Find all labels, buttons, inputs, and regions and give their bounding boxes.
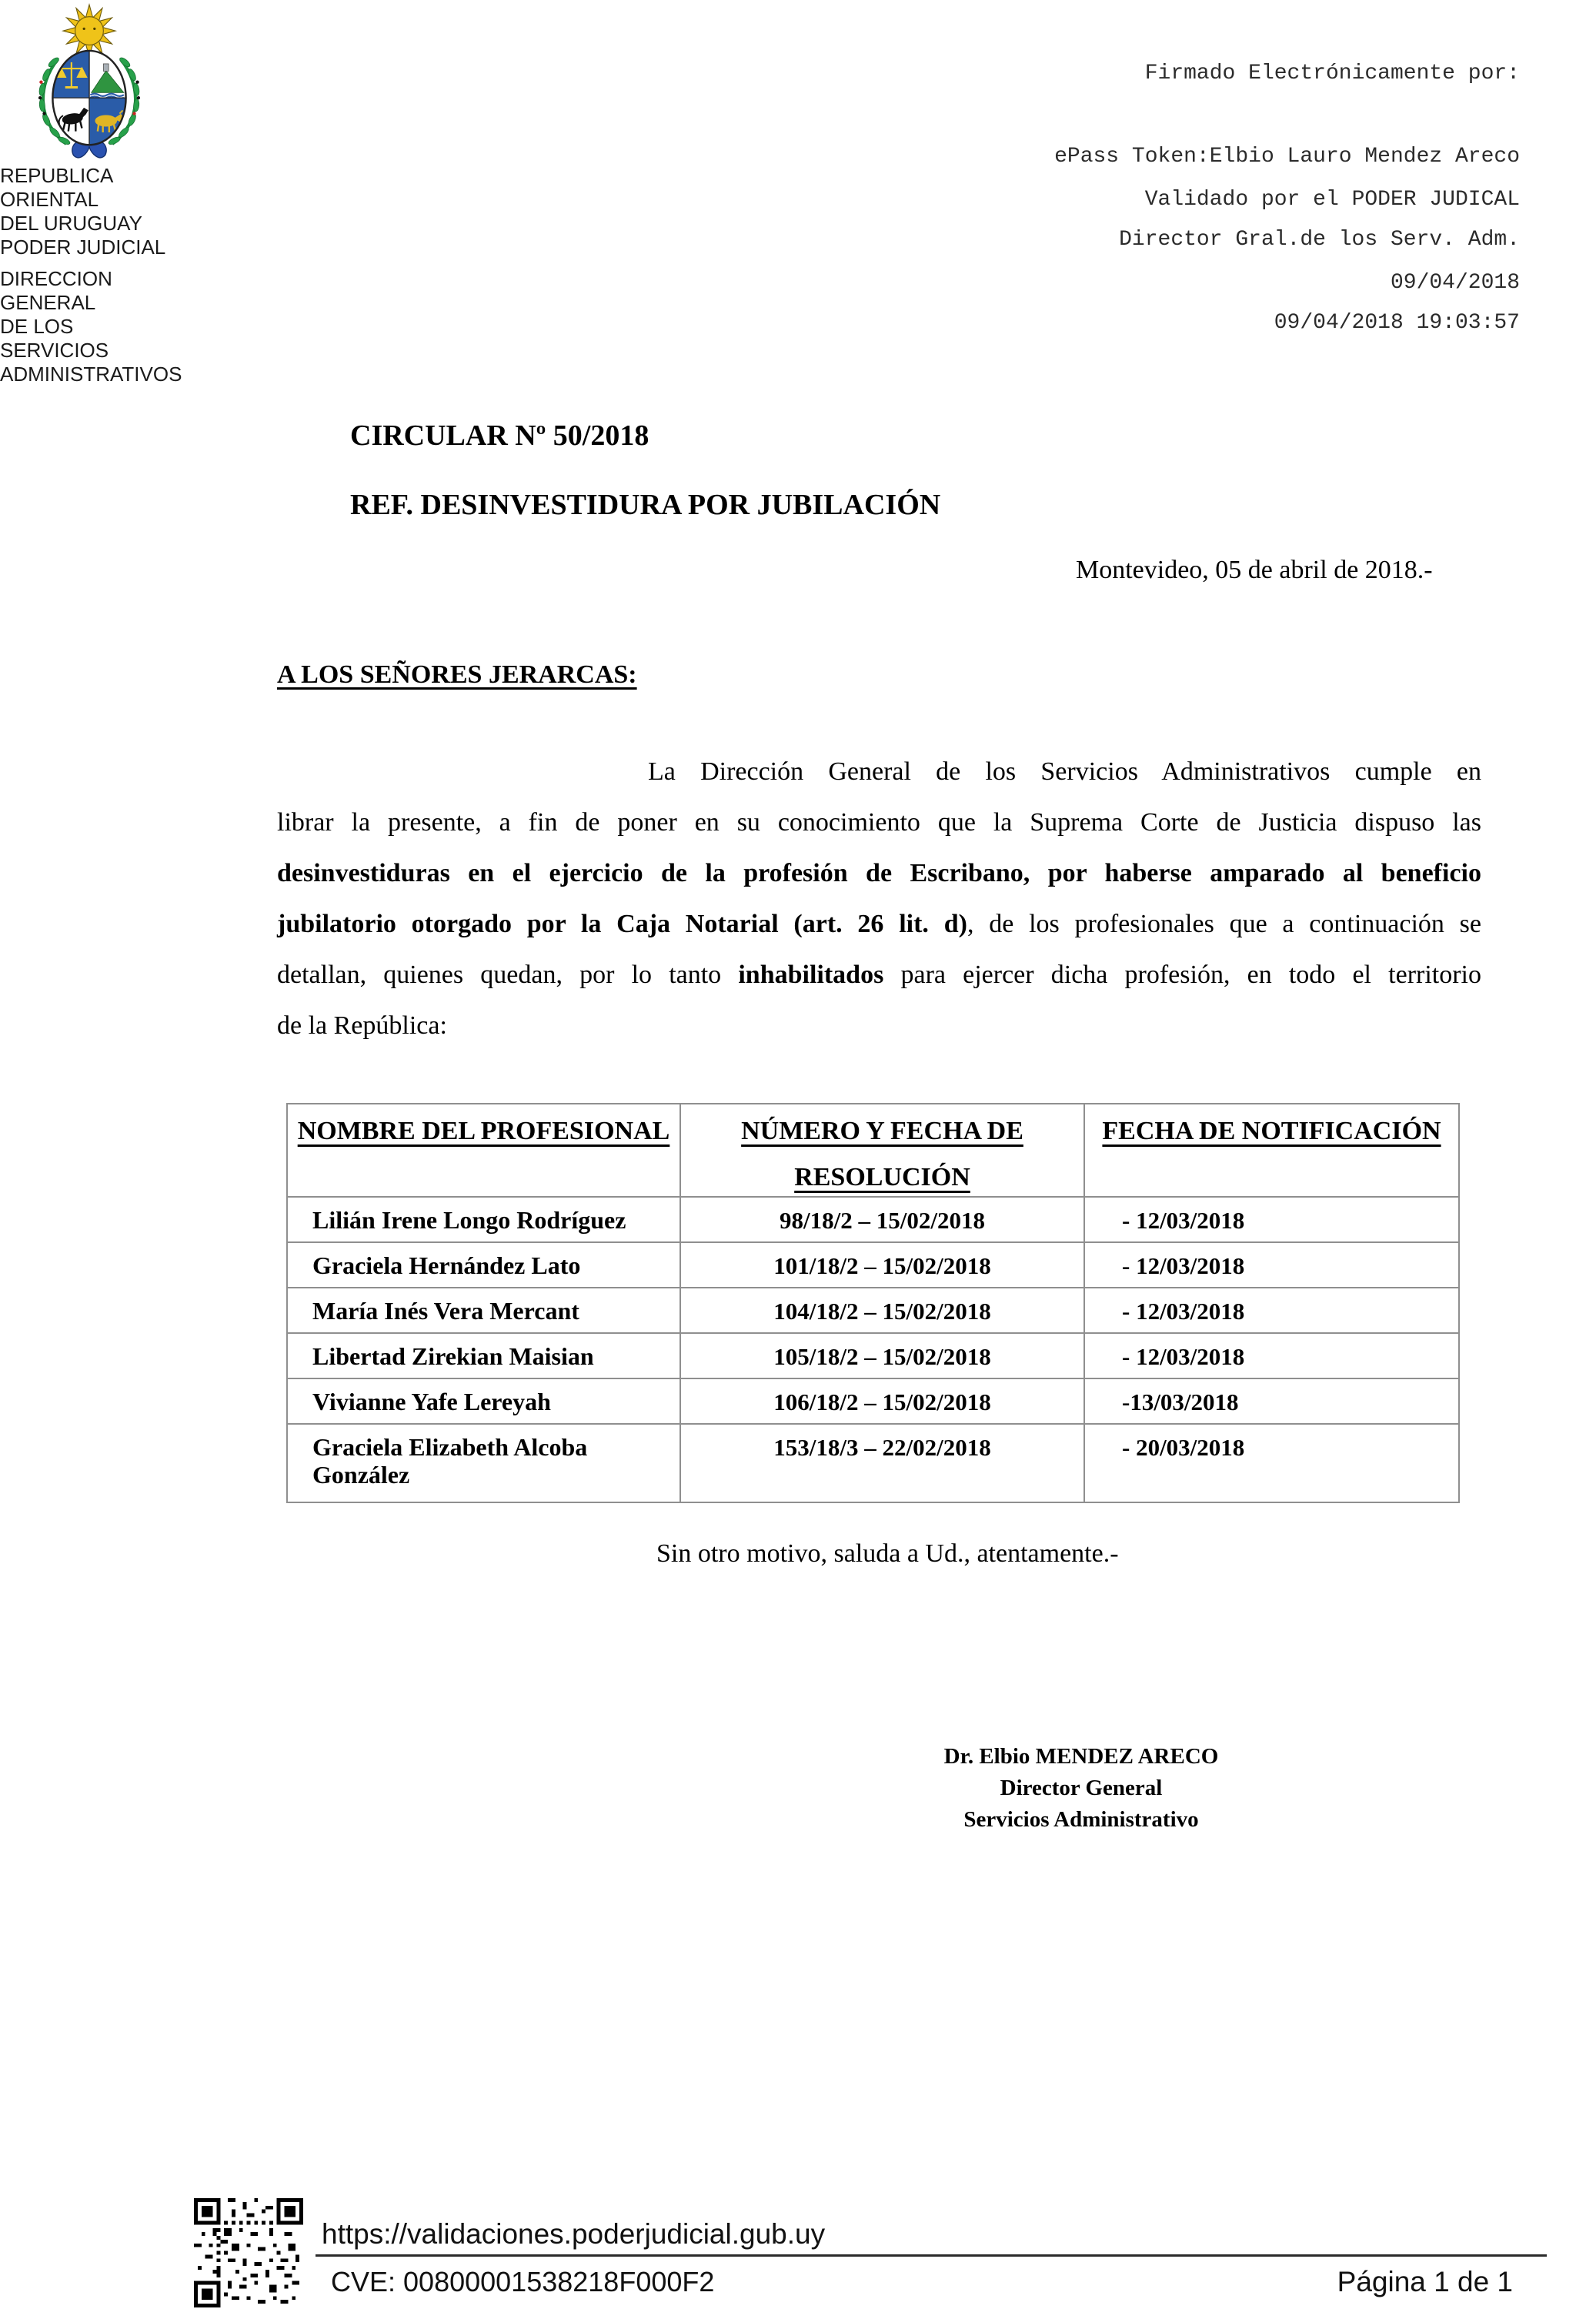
stamp-line: ePass Token:Elbio Lauro Mendez Areco (1054, 145, 1520, 169)
validation-url[interactable]: https://validaciones.poderjudicial.gub.uy (322, 2218, 826, 2250)
header-resolucion: NÚMERO Y FECHA DE RESOLUCIÓN (680, 1104, 1084, 1197)
header-nombre: NOMBRE DEL PROFESIONAL (287, 1104, 680, 1197)
body-paragraph (277, 747, 1481, 1051)
letterhead (0, 2, 179, 159)
cell-notification: - 20/03/2018 (1084, 1424, 1459, 1502)
footer-divider (316, 2254, 1547, 2257)
salutation: A LOS SEÑORES JERARCAS: (277, 660, 637, 689)
signer-name: Dr. Elbio MENDEZ ARECO (943, 1744, 1219, 1769)
circular-reference: REF. DESINVESTIDURA POR JUBILACIÓN (350, 489, 941, 521)
org-line: REPUBLICA ORIENTAL (0, 164, 112, 211)
validation-stamp (1145, 131, 1520, 353)
body-line: La Dirección General de los Servicios Administrativos cumple en (648, 757, 1481, 786)
cell-notification: - 12/03/2018 (1084, 1242, 1459, 1288)
table-header-row (287, 1104, 1459, 1197)
dateline: Montevideo, 05 de abril de 2018.- (1076, 556, 1433, 584)
division-line: ADMINISTRATIVOS (0, 363, 182, 386)
body-bold-segment: jubilatorio otorgado por la Caja Notarial (art. 26 lit. d) (277, 910, 967, 938)
body-segment: detallan, quienes quedan, por lo tanto (277, 961, 739, 989)
division-line: DIRECCION GENERAL (0, 267, 112, 314)
cell-name: Graciela Hernández Lato (287, 1242, 680, 1288)
cell-resolution: 98/18/2 – 15/02/2018 (680, 1197, 1084, 1242)
cell-notification: - 12/03/2018 (1084, 1288, 1459, 1333)
cve-code: CVE: 00800001538218F000F2 (331, 2266, 715, 2297)
body-line: librar la presente, a fin de poner en su conocimiento que la Suprema Corte de Justicia dispuso las (277, 808, 1481, 837)
stamp-line: Director Gral.de los Serv. Adm. (1119, 228, 1520, 252)
qr-code-icon (194, 2198, 303, 2307)
cell-name: Graciela Elizabeth Alcoba González (287, 1424, 680, 1502)
division-name (0, 267, 182, 386)
cell-name: María Inés Vera Mercant (287, 1288, 680, 1333)
cell-resolution: 104/18/2 – 15/02/2018 (680, 1288, 1084, 1333)
body-segment: , de los profesionales que a continuación se (967, 910, 1482, 938)
body-line: desinvestiduras en el ejercicio de la profesión de Escribano, por haberse amparado al beneficio (277, 859, 1481, 887)
cell-name: Libertad Zirekian Maisian (287, 1333, 680, 1378)
cell-notification: - 12/03/2018 (1084, 1333, 1459, 1378)
table-row (287, 1378, 1459, 1424)
signer-title: Servicios Administrativo (963, 1807, 1199, 1832)
professionals-table (286, 1103, 1460, 1503)
validation-line: Validado por el PODER JUDICAL (1144, 188, 1520, 212)
org-line: PODER JUDICIAL (0, 236, 166, 259)
cell-name: Vivianne Yafe Lereyah (287, 1378, 680, 1424)
body-line (277, 899, 1481, 950)
cell-resolution: 153/18/3 – 22/02/2018 (680, 1424, 1084, 1502)
stamp-line: 09/04/2018 19:03:57 (1274, 311, 1520, 335)
org-name (0, 164, 179, 259)
table-row (287, 1424, 1459, 1502)
document-heading (350, 419, 940, 522)
uruguay-coat-of-arms-icon (26, 2, 152, 159)
table-row (287, 1242, 1459, 1288)
stamp-line: Firmado Electrónicamente por: (1144, 62, 1520, 85)
cell-resolution: 106/18/2 – 15/02/2018 (680, 1378, 1084, 1424)
signer-title: Director General (1000, 1776, 1163, 1800)
body-line: de la República: (277, 1011, 447, 1040)
table-row (287, 1197, 1459, 1242)
table-row (287, 1288, 1459, 1333)
body-segment: para ejercer dicha profesión, en todo el territorio (883, 961, 1481, 989)
validation-line: 09/04/2018 (1390, 271, 1520, 295)
body-line (277, 950, 1481, 1001)
body-bold-segment: inhabilitados (738, 961, 884, 989)
cell-notification: -13/03/2018 (1084, 1378, 1459, 1424)
table-row (287, 1333, 1459, 1378)
closing-line: Sin otro motivo, saluda a Ud., atentamente.- (656, 1539, 1119, 1568)
signature-block (846, 1741, 1316, 1836)
circular-number: CIRCULAR Nº 50/2018 (350, 419, 649, 452)
cell-name: Lilián Irene Longo Rodríguez (287, 1197, 680, 1242)
cell-notification: - 12/03/2018 (1084, 1197, 1459, 1242)
cell-resolution: 105/18/2 – 15/02/2018 (680, 1333, 1084, 1378)
page-number: Página 1 de 1 (1337, 2266, 1513, 2297)
org-line: DEL URUGUAY (0, 212, 142, 235)
division-line: DE LOS SERVICIOS (0, 315, 109, 362)
cell-resolution: 101/18/2 – 15/02/2018 (680, 1242, 1084, 1288)
header-notificacion: FECHA DE NOTIFICACIÓN (1084, 1104, 1459, 1197)
